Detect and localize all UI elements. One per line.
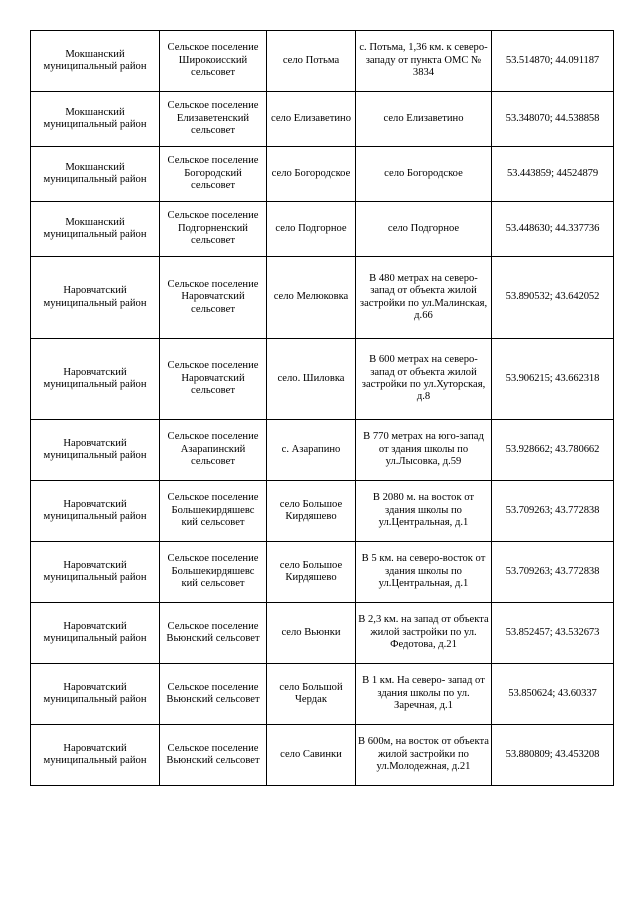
settlement-cell: Сельское поселение Богородский сельсовет (160, 147, 267, 202)
coordinates-cell: 53.348070; 44.538858 (492, 92, 614, 147)
district-cell: Наровчатский муниципальный район (31, 664, 160, 725)
settlement-cell: Сельское поселение Вьюнский сельсовет (160, 664, 267, 725)
settlement-cell: Сельское поселение Большекирдяшевс кий сельсовет (160, 481, 267, 542)
settlement-cell: Сельское поселение Вьюнский сельсовет (160, 725, 267, 786)
location-cell: В 1 км. На северо- запад от здания школы по ул. Заречная, д.1 (356, 664, 492, 725)
locality-cell: село Мелюковка (267, 257, 356, 339)
district-cell: Наровчатский муниципальный район (31, 542, 160, 603)
district-cell: Мокшанский муниципальный район (31, 92, 160, 147)
district-cell: Наровчатский муниципальный район (31, 725, 160, 786)
location-cell: В 5 км. на северо-восток от здания школы по ул.Центральная, д.1 (356, 542, 492, 603)
locality-cell: село Большое Кирдяшево (267, 542, 356, 603)
coordinates-cell: 53.709263; 43.772838 (492, 542, 614, 603)
table-row (31, 147, 614, 202)
coordinates-cell: 53.443859; 44524879 (492, 147, 614, 202)
location-cell: село Елизаветино (356, 92, 492, 147)
settlement-cell: Сельское поселение Большекирдяшевс кий сельсовет (160, 542, 267, 603)
district-cell: Мокшанский муниципальный район (31, 147, 160, 202)
table-row (31, 481, 614, 542)
location-cell: В 600 метрах на северо- запад от объекта жилой застройки по ул.Хуторская, д.8 (356, 339, 492, 420)
location-cell: В 2080 м. на восток от здания школы по ул.Центральная, д.1 (356, 481, 492, 542)
table-body (31, 31, 614, 786)
settlement-cell: Сельское поселение Наровчатский сельсовет (160, 339, 267, 420)
settlement-cell: Сельское поселение Вьюнский сельсовет (160, 603, 267, 664)
settlement-cell: Сельское поселение Подгорненский сельсовет (160, 202, 267, 257)
location-cell: В 600м, на восток от объекта жилой застройки по ул.Молодежная, д.21 (356, 725, 492, 786)
district-cell: Наровчатский муниципальный район (31, 339, 160, 420)
coordinates-cell: 53.880809; 43.453208 (492, 725, 614, 786)
locality-cell: село Большое Кирдяшево (267, 481, 356, 542)
location-cell: село Подгорное (356, 202, 492, 257)
coordinates-cell: 53.850624; 43.60337 (492, 664, 614, 725)
location-cell: с. Потьма, 1,36 км. к северо-западу от пункта ОМС № 3834 (356, 31, 492, 92)
district-cell: Наровчатский муниципальный район (31, 257, 160, 339)
locality-cell: с. Азарапино (267, 420, 356, 481)
locality-cell: село Большой Чердак (267, 664, 356, 725)
district-cell: Мокшанский муниципальный район (31, 31, 160, 92)
table-row (31, 92, 614, 147)
table-row (31, 542, 614, 603)
coordinates-cell: 53.709263; 43.772838 (492, 481, 614, 542)
coordinates-cell: 53.448630; 44.337736 (492, 202, 614, 257)
settlement-cell: Сельское поселение Елизаветенский сельсовет (160, 92, 267, 147)
data-table (30, 30, 614, 786)
table-row (31, 420, 614, 481)
coordinates-cell: 53.852457; 43.532673 (492, 603, 614, 664)
table-row (31, 603, 614, 664)
table-row (31, 257, 614, 339)
table-row (31, 664, 614, 725)
location-cell: В 770 метрах на юго-запад от здания школы по ул.Лысовка, д.59 (356, 420, 492, 481)
locality-cell: село Елизаветино (267, 92, 356, 147)
coordinates-cell: 53.906215; 43.662318 (492, 339, 614, 420)
district-cell: Наровчатский муниципальный район (31, 481, 160, 542)
location-cell: село Богородское (356, 147, 492, 202)
location-cell: В 480 метрах на северо-запад от объекта жилой застройки по ул.Малинская, д.66 (356, 257, 492, 339)
locality-cell: село Савинки (267, 725, 356, 786)
table-row (31, 339, 614, 420)
district-cell: Наровчатский муниципальный район (31, 420, 160, 481)
locality-cell: село Подгорное (267, 202, 356, 257)
locality-cell: село Богородское (267, 147, 356, 202)
settlement-cell: Сельское поселение Азарапинский сельсовет (160, 420, 267, 481)
locality-cell: село Потьма (267, 31, 356, 92)
district-cell: Мокшанский муниципальный район (31, 202, 160, 257)
settlement-cell: Сельское поселение Широкоисский сельсовет (160, 31, 267, 92)
table-row (31, 202, 614, 257)
table-row (31, 31, 614, 92)
table-row (31, 725, 614, 786)
coordinates-cell: 53.890532; 43.642052 (492, 257, 614, 339)
settlement-cell: Сельское поселение Наровчатский сельсовет (160, 257, 267, 339)
district-cell: Наровчатский муниципальный район (31, 603, 160, 664)
locality-cell: село. Шиловка (267, 339, 356, 420)
location-cell: В 2,3 км. на запад от объекта жилой застройки по ул. Федотова, д.21 (356, 603, 492, 664)
locality-cell: село Вьюнки (267, 603, 356, 664)
coordinates-cell: 53.928662; 43.780662 (492, 420, 614, 481)
coordinates-cell: 53.514870; 44.091187 (492, 31, 614, 92)
